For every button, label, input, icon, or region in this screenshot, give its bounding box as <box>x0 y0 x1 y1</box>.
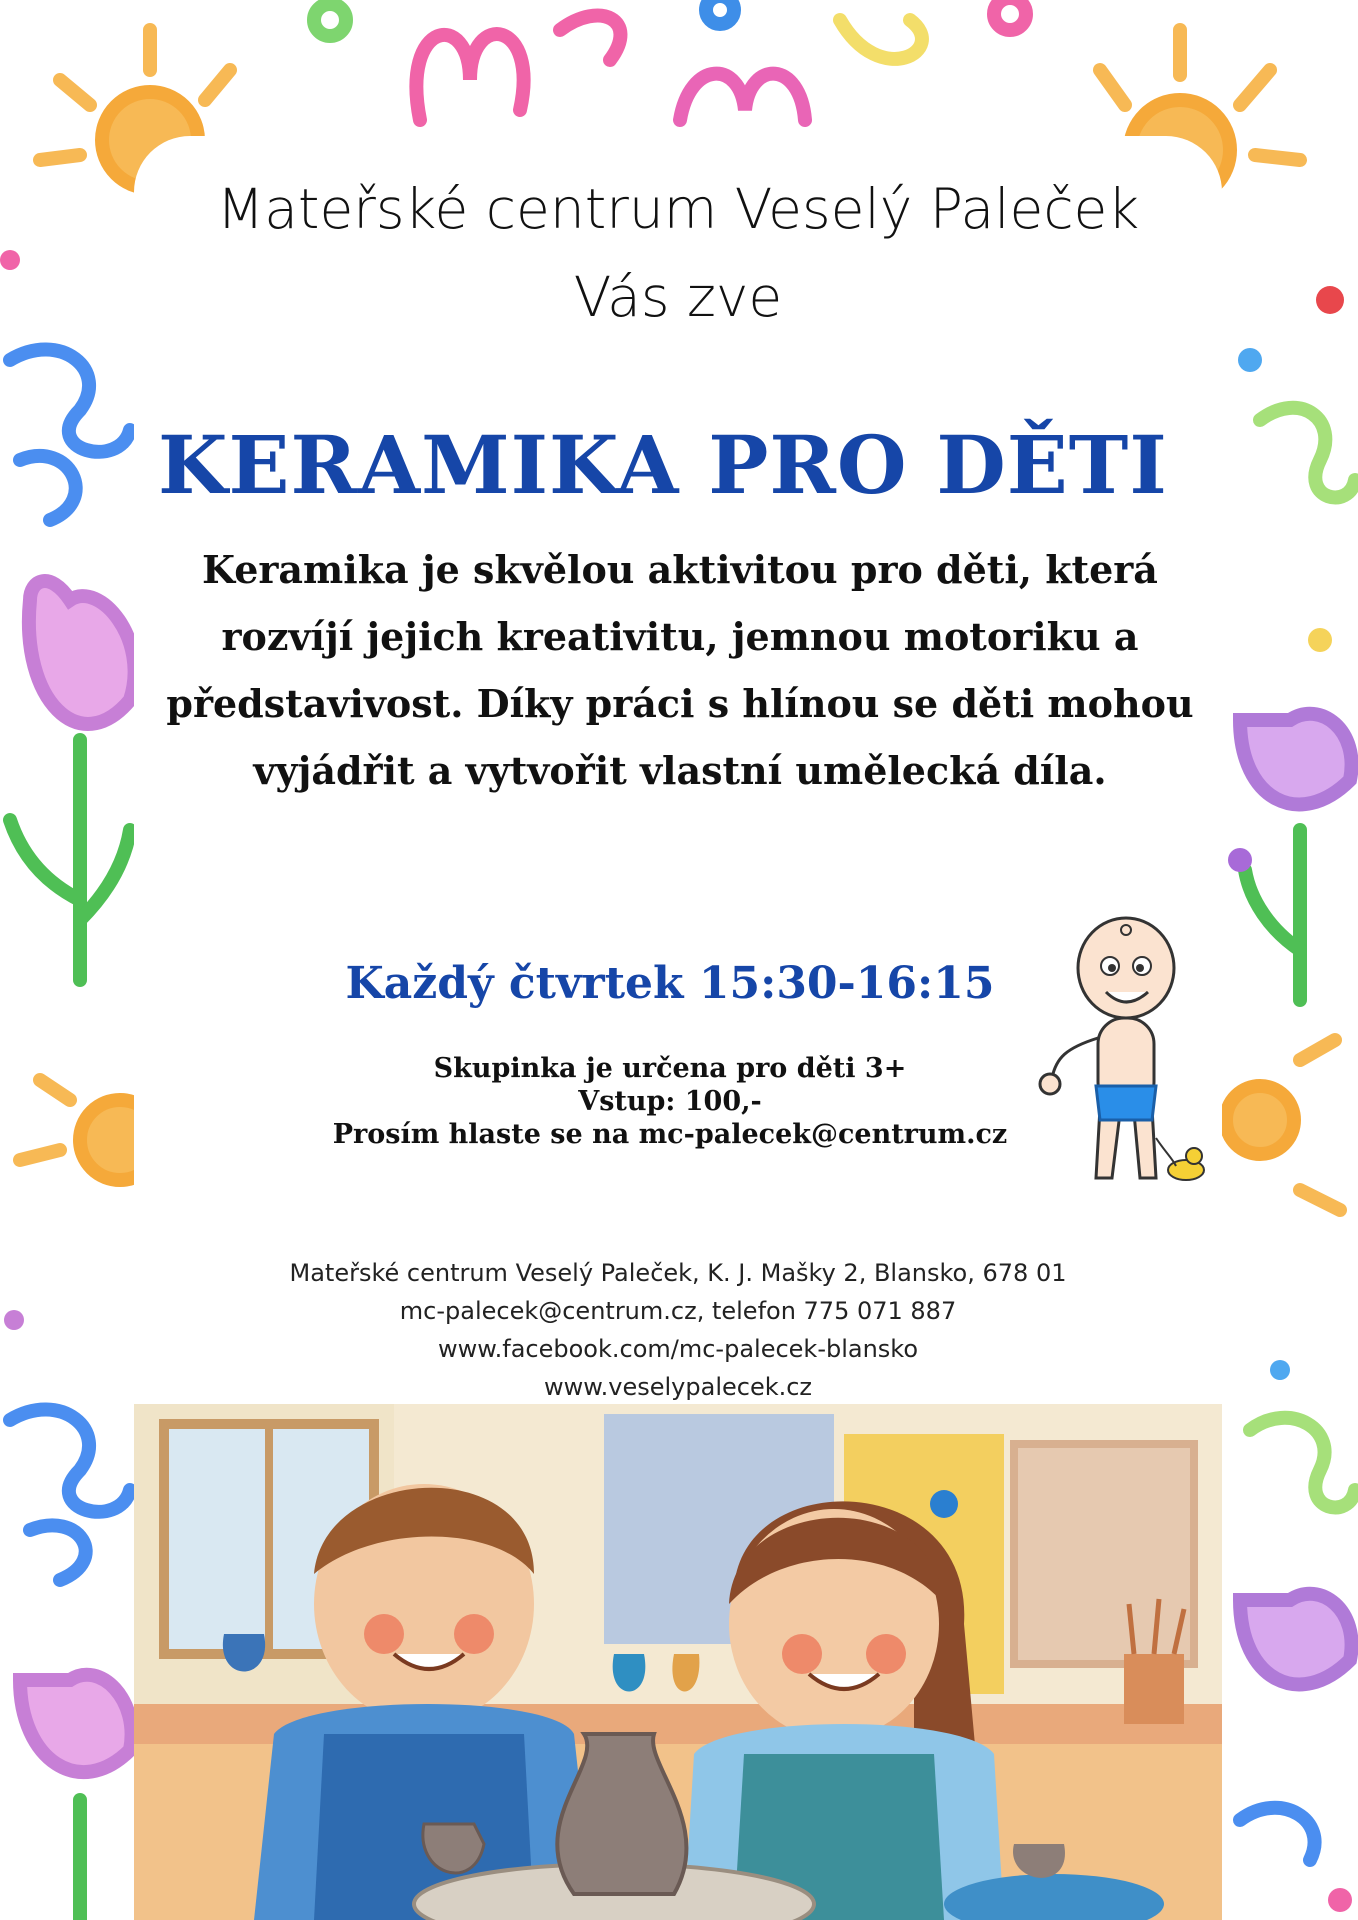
age-group-text: Skupinka je určena pro děti 3+ <box>433 1053 907 1084</box>
address-text: Mateřské centrum Veselý Paleček, K. J. Mašky 2, Blansko, 678 01 <box>289 1259 1067 1287</box>
description-line: Keramika je skvělou aktivitou pro děti, která <box>202 547 1158 592</box>
event-description <box>160 536 1200 804</box>
description-line: rozvíjí jejich kreativitu, jemnou motoriku a <box>221 614 1139 659</box>
entry-fee-text: Vstup: 100,- <box>578 1086 762 1117</box>
facebook-link[interactable]: www.facebook.com/mc-palecek-blansko <box>437 1335 919 1363</box>
email-phone-text: mc-palecek@centrum.cz, telefon 775 071 887 <box>399 1297 957 1325</box>
intro-heading <box>134 165 1222 341</box>
registration-text: Prosím hlaste se na mc-palecek@centrum.cz <box>332 1119 1008 1150</box>
schedule-time: Každý čtvrtek 15:30-16:15 <box>345 958 995 1009</box>
description-line: vyjádřit a vytvořit vlastní umělecká díla. <box>253 748 1107 793</box>
baby-mascot-image <box>1036 908 1216 1208</box>
description-line: představivost. Díky práci s hlínou se děti mohou <box>166 681 1194 726</box>
organizer-name: Mateřské centrum Veselý Paleček <box>216 177 1140 241</box>
contact-info <box>134 1254 1222 1406</box>
children-pottery-illustration <box>134 1404 1222 1920</box>
website-link[interactable]: www.veselypalecek.cz <box>543 1373 813 1401</box>
event-info <box>300 1052 1040 1151</box>
event-title: KERAMIKA PRO DĚTI <box>158 418 1168 512</box>
invitation-line: Vás zve <box>573 265 783 329</box>
